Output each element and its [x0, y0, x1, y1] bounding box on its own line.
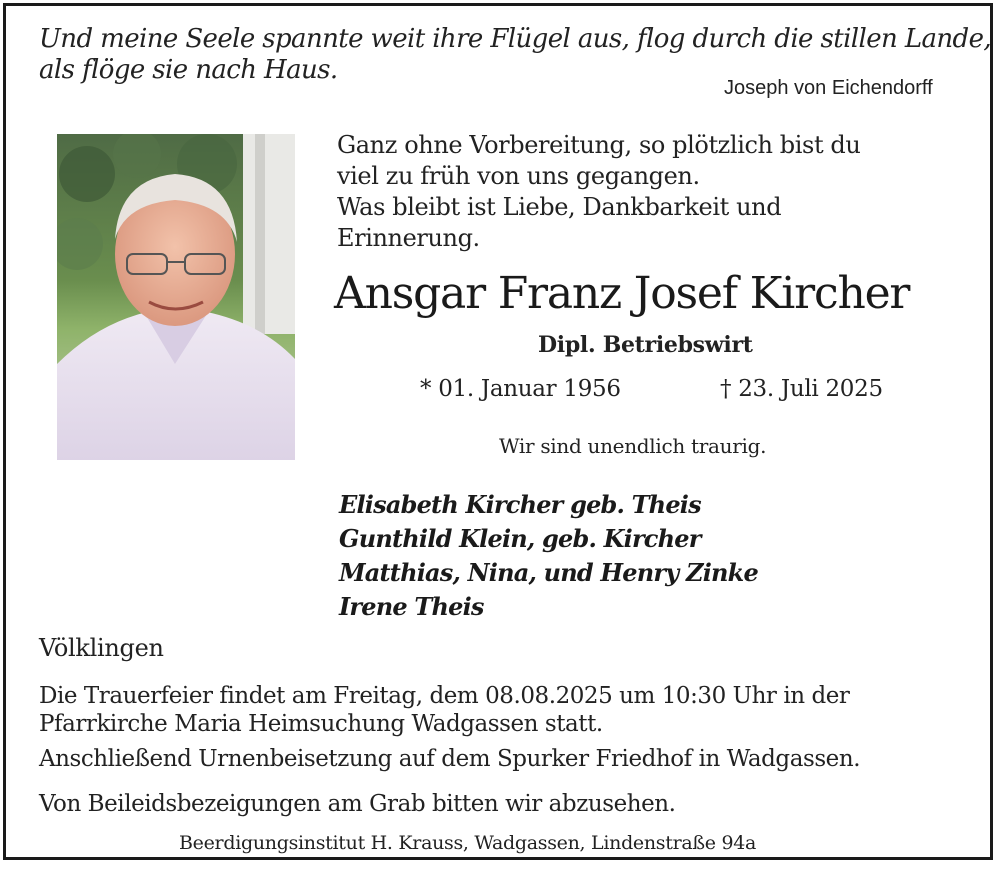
death-date: † 23. Juli 2025: [720, 376, 883, 402]
intro-line: Was bleibt ist Liebe, Dankbarkeit und: [337, 193, 782, 221]
service-line: Pfarrkirche Maria Heimsuchung Wadgassen statt.: [39, 711, 603, 737]
portrait-photo: [57, 134, 295, 460]
mourning-line: Wir sind unendlich traurig.: [499, 434, 767, 458]
intro-line: Ganz ohne Vorbereitung, so plötzlich bist du: [337, 131, 861, 159]
quote-line: Und meine Seele spannte weit ihre Flügel aus, flog durch die stillen Lande,: [39, 24, 992, 54]
quote-line: als flöge sie nach Haus.: [39, 55, 338, 85]
obituary-notice: [3, 3, 993, 860]
portrait-image: [57, 134, 295, 460]
deceased-title: Dipl. Betriebswirt: [538, 332, 753, 358]
birth-date: * 01. Januar 1956: [420, 376, 621, 402]
place-name: Völklingen: [39, 634, 164, 662]
service-info: [39, 682, 849, 738]
mourner-name: Elisabeth Kircher geb. Theis: [339, 490, 701, 519]
mourner-name: Irene Theis: [339, 592, 484, 621]
intro-text: [337, 130, 860, 254]
service-line: Die Trauerfeier findet am Freitag, dem 08.08.2025 um 10:30 Uhr in der: [39, 683, 850, 709]
funeral-home: Beerdigungsinstitut H. Krauss, Wadgassen, Lindenstraße 94a: [179, 832, 757, 854]
burial-info: Anschließend Urnenbeisetzung auf dem Spurker Friedhof in Wadgassen.: [39, 746, 861, 772]
deceased-name: Ansgar Franz Josef Kircher: [334, 268, 910, 319]
mourner-name: Gunthild Klein, geb. Kircher: [339, 524, 701, 553]
intro-line: viel zu früh von uns gegangen.: [337, 162, 700, 190]
quote-author: Joseph von Eichendorff: [724, 77, 933, 99]
intro-line: Erinnerung.: [337, 224, 480, 252]
mourners-list: [339, 488, 758, 624]
mourner-name: Matthias, Nina, und Henry Zinke: [339, 558, 758, 587]
condolence-note: Von Beileidsbezeigungen am Grab bitten wir abzusehen.: [39, 791, 676, 817]
